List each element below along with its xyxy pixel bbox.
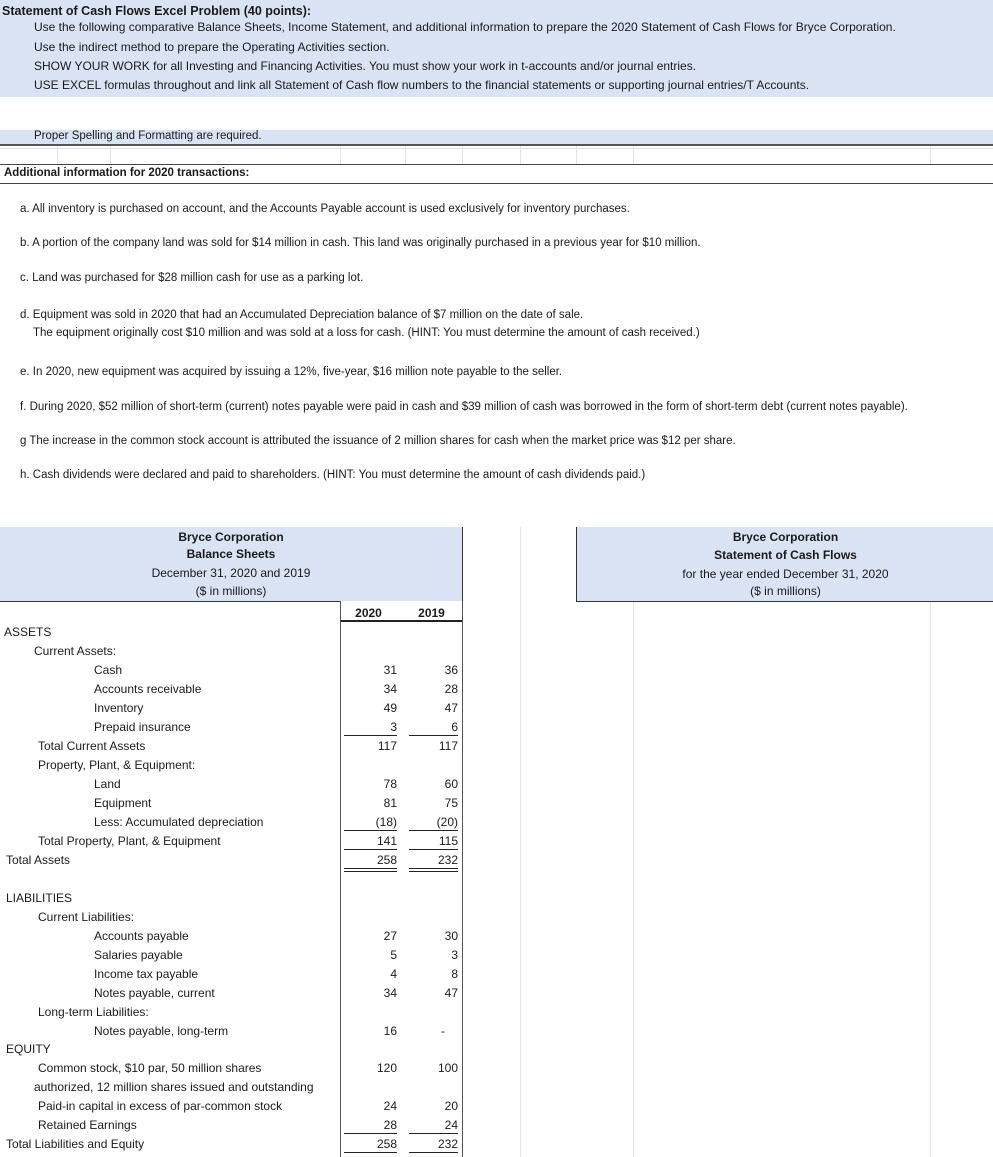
year-2019-header: 2019 [418,606,445,620]
bs-value-2019: 60 [444,777,458,791]
divider [344,1133,397,1134]
info-item: d. Equipment was sold in 2020 that had an Accumulated Depreciation balance of $7 million on the date of sale. [20,309,584,321]
divider [409,849,458,850]
bs-company: Bryce Corporation [178,530,284,544]
bs-label: LIABILITIES [6,891,73,905]
additional-info-heading-row [0,164,993,184]
divider [0,601,340,602]
bs-value-2020: 117 [377,739,397,753]
grid-line [930,601,931,1157]
info-item: a. All inventory is purchased on account, and the Accounts Payable account is used exclusively for inventory purchases. [20,203,630,215]
instruction-line: SHOW YOUR WORK for all Investing and Financing Activities. You must show your work in t-accounts and/or journal entries. [34,59,697,73]
info-item: f. During 2020, $52 million of short-term (current) notes payable were paid in cash and $39 million of cash was borrowed in the form of short-term debt (current notes payable). [20,401,908,413]
bs-label: Current Assets: [34,644,117,658]
divider [409,830,458,831]
year-2020-header: 2020 [355,606,382,620]
bs-label: Total Assets [6,853,71,867]
bs-label: Prepaid insurance [94,720,191,734]
instruction-line: Use the indirect method to prepare the Operating Activities section. [34,40,390,54]
bs-value-2020: 120 [376,1061,397,1075]
grid-line [576,146,577,164]
bs-label: Notes payable, long-term [94,1024,229,1038]
bs-label: Property, Plant, & Equipment: [38,758,196,772]
formatting-note-row [0,130,993,146]
instruction-line: Use the following comparative Balance Sheets, Income Statement, and additional information to prepare the 2020 Statement of Cash Flows for Bryce Corporation. [34,20,896,34]
cf-company: Bryce Corporation [732,530,839,544]
bs-value-2019: 100 [437,1061,458,1075]
divider [409,1152,458,1153]
divider [344,868,397,869]
divider [409,871,458,872]
bs-label: Less: Accumulated depreciation [94,815,264,829]
bs-label: Cash [94,663,123,677]
grid-line [520,146,521,164]
info-item: b. A portion of the company land was sold for $14 million in cash. This land was originally purchased in a previous year for $10 million. [20,237,701,249]
grid-line [633,146,634,164]
info-item: The equipment originally cost $10 million and was sold at a loss for cash. (HINT: You must determine the amount of cash received.) [33,327,700,339]
bs-label: EQUITY [6,1042,51,1056]
bs-value-2019: 24 [444,1118,458,1132]
grid-line [633,601,634,1157]
grid-line [462,146,463,164]
bs-value-2020: 5 [390,948,397,962]
bs-value-2019: 75 [444,796,458,810]
bs-label: Common stock, $10 par, 50 million shares [38,1061,262,1075]
bs-value-2020: 258 [376,853,397,867]
bs-label: Income tax payable [94,967,199,981]
bs-value-2020: 78 [383,777,397,791]
bs-value-2020: 27 [383,929,397,943]
bs-label: Long-term Liabilities: [38,1005,149,1019]
bs-label: Inventory [94,701,144,715]
grid-line [340,146,341,164]
problem-title: Statement of Cash Flows Excel Problem (40 points): [2,4,312,18]
formatting-note: Proper Spelling and Formatting are required. [34,130,262,142]
divider [344,830,397,831]
bs-value-2020: 24 [383,1099,397,1113]
divider [344,735,397,736]
bs-value-2019: 3 [451,948,458,962]
cf-title: Statement of Cash Flows [714,548,857,562]
grid-line [57,146,58,164]
bs-value-2020: 3 [390,720,397,734]
info-item: e. In 2020, new equipment was acquired by issuing a 12%, five-year, $16 million note payable to the seller. [20,366,563,378]
bs-label: Current Liabilities: [38,910,135,924]
divider [409,1133,458,1134]
bs-value-2020: 141 [376,834,397,848]
bs-label: Accounts receivable [94,682,202,696]
cash-flow-header [576,527,993,602]
divider [344,871,397,872]
bs-label: Total Property, Plant, & Equipment [38,834,221,848]
divider [344,1152,397,1153]
bs-value-2019: 6 [451,720,458,734]
bs-label: Equipment [94,796,152,810]
bs-value-2020: 34 [383,682,397,696]
bs-value-2020: 34 [383,986,397,1000]
bs-value-2020: 31 [383,663,397,677]
bs-label: Notes payable, current [94,986,215,1000]
bs-label: Total Current Assets [38,739,146,753]
bs-units: ($ in millions) [195,584,267,598]
divider [340,620,462,622]
divider [462,601,463,1157]
bs-value-2020: 4 [390,967,397,981]
grid-line [0,148,993,149]
bs-label: Accounts payable [94,929,189,943]
bs-label: Land [94,777,121,791]
divider [409,868,458,869]
bs-value-2020: 258 [376,1137,397,1151]
bs-value-2020: (18) [375,815,397,829]
grid-line [930,146,931,164]
balance-sheet-header [0,527,463,601]
divider [409,735,458,736]
grid-line [110,146,111,164]
bs-value-2019: 47 [444,986,458,1000]
info-item: g The increase in the common stock account is attributed the issuance of 2 million shares for cash when the market price was $12 per share. [20,435,736,447]
bs-value-2019: 8 [451,967,458,981]
bs-label: Retained Earnings [38,1118,137,1132]
bs-title: Balance Sheets [186,547,276,561]
bs-value-2019: (20) [436,815,458,829]
bs-label: Total Liabilities and Equity [6,1137,145,1151]
grid-line [405,146,406,164]
bs-value-2019: 30 [444,929,458,943]
bs-label: Paid-in capital in excess of par-common stock [38,1099,283,1113]
info-item: c. Land was purchased for $28 million cash for use as a parking lot. [20,272,364,284]
bs-value-2020: 49 [383,701,397,715]
bs-label: Salaries payable [94,948,183,962]
bs-value-2020: 81 [383,796,397,810]
bs-value-2019: 115 [438,834,458,848]
bs-value-2020: 16 [383,1024,397,1038]
bs-value-2019: 20 [444,1099,458,1113]
bs-value-2019: 47 [444,701,458,715]
bs-label: authorized, 12 million shares issued and outstanding [34,1080,314,1094]
bs-label: ASSETS [4,625,52,639]
bs-value-2020: 28 [383,1118,397,1132]
divider [344,849,397,850]
bs-value-2019: 28 [444,682,458,696]
info-item: h. Cash dividends were declared and paid to shareholders. (HINT: You must determine the amount of cash dividends paid.) [20,469,646,481]
bs-value-2019: - [441,1024,445,1038]
instructions-header [0,0,993,97]
bs-value-2019: 232 [437,853,458,867]
bs-value-2019: 36 [444,663,458,677]
bs-value-2019: 232 [437,1137,458,1151]
bs-value-2019: 117 [438,739,458,753]
cf-units: ($ in millions) [750,584,821,598]
bs-date: December 31, 2020 and 2019 [151,566,311,580]
cf-period: for the year ended December 31, 2020 [682,567,889,581]
additional-info-heading: Additional information for 2020 transactions: [4,167,250,179]
instruction-line: USE EXCEL formulas throughout and link all Statement of Cash flow numbers to the financial statements or supporting journal entries/T Accounts. [34,78,810,92]
grid-line [520,527,521,1157]
